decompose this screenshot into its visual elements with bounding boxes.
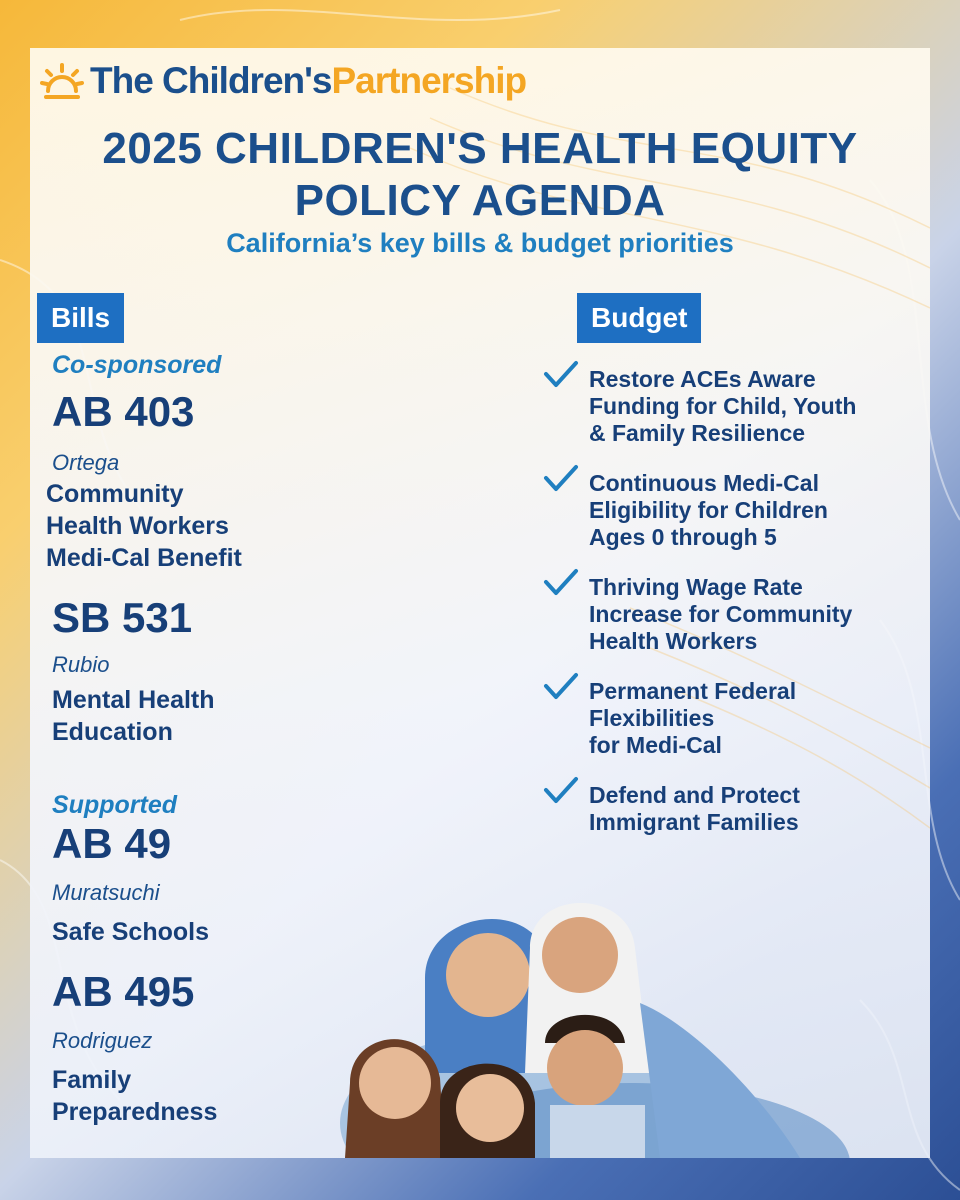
org-name [90,60,526,102]
desc-line: Safe Schools [52,918,209,946]
supported-label: Supported [52,791,177,819]
bill-number: AB 495 [52,968,195,1015]
logo-text-partnership: Partnership [331,60,527,101]
bill-number: AB 49 [52,820,172,867]
budget-line: Defend and Protect [589,782,800,808]
desc-line: Preparedness [52,1098,218,1126]
budget-item-text [589,782,919,836]
budget-list [543,360,923,880]
check-icon [543,776,579,806]
budget-line: Permanent Federal [589,678,797,704]
content-panel [30,48,930,1158]
budget-item-text [589,470,919,551]
bill-author: Rodriguez [52,1028,153,1053]
bill-description [52,916,322,948]
bill-author: Muratsuchi [52,880,160,905]
bill-description [52,1064,322,1128]
budget-line: & Family Resilience [589,420,806,446]
budget-line: Increase for Community [589,601,853,627]
budget-tag: Budget [577,293,701,343]
check-icon [543,568,579,598]
budget-line: Ages 0 through 5 [589,524,777,550]
budget-item [543,464,923,568]
budget-line: Continuous Medi-Cal [589,470,819,496]
desc-line: Mental Health [52,686,215,714]
bill-number: SB 531 [52,594,193,641]
cosponsored-label: Co-sponsored [52,351,222,379]
check-icon [543,360,579,390]
budget-line: Restore ACEs Aware [589,366,816,392]
check-icon [543,672,579,702]
budget-line: Thriving Wage Rate [589,574,803,600]
logo-text-the: The Children's [90,60,332,101]
bill-number: AB 403 [52,388,195,435]
budget-line: Immigrant Families [589,809,799,835]
budget-item-text [589,574,919,655]
desc-line: Family [52,1066,132,1094]
title-line-1: 2025 CHILDREN'S HEALTH EQUITY [102,124,858,173]
desc-line: Health Workers [46,512,229,540]
bill-description [46,478,316,574]
budget-item [543,672,923,776]
bill-author: Ortega [52,450,120,475]
page-title [30,123,930,227]
page-subtitle: California’s key bills & budget priorities [226,228,734,258]
desc-line: Medi-Cal Benefit [46,544,242,572]
bill-description [52,684,322,748]
title-line-2: POLICY AGENDA [294,176,666,225]
budget-item-text [589,678,919,759]
budget-item [543,568,923,672]
budget-item [543,360,923,464]
budget-line: Funding for Child, Youth [589,393,857,419]
bill-author: Rubio [52,652,110,677]
budget-line: for Medi-Cal [589,732,722,758]
desc-line: Education [52,718,173,746]
children-group-photo [330,863,890,1158]
bills-tag: Bills [37,293,124,343]
budget-line: Eligibility for Children [589,497,828,523]
budget-item-text [589,366,919,447]
budget-line: Health Workers [589,628,758,654]
budget-line: Flexibilities [589,705,715,731]
sun-icon [40,61,84,101]
check-icon [543,464,579,494]
org-logo [40,58,526,104]
desc-line: Community [46,480,184,508]
